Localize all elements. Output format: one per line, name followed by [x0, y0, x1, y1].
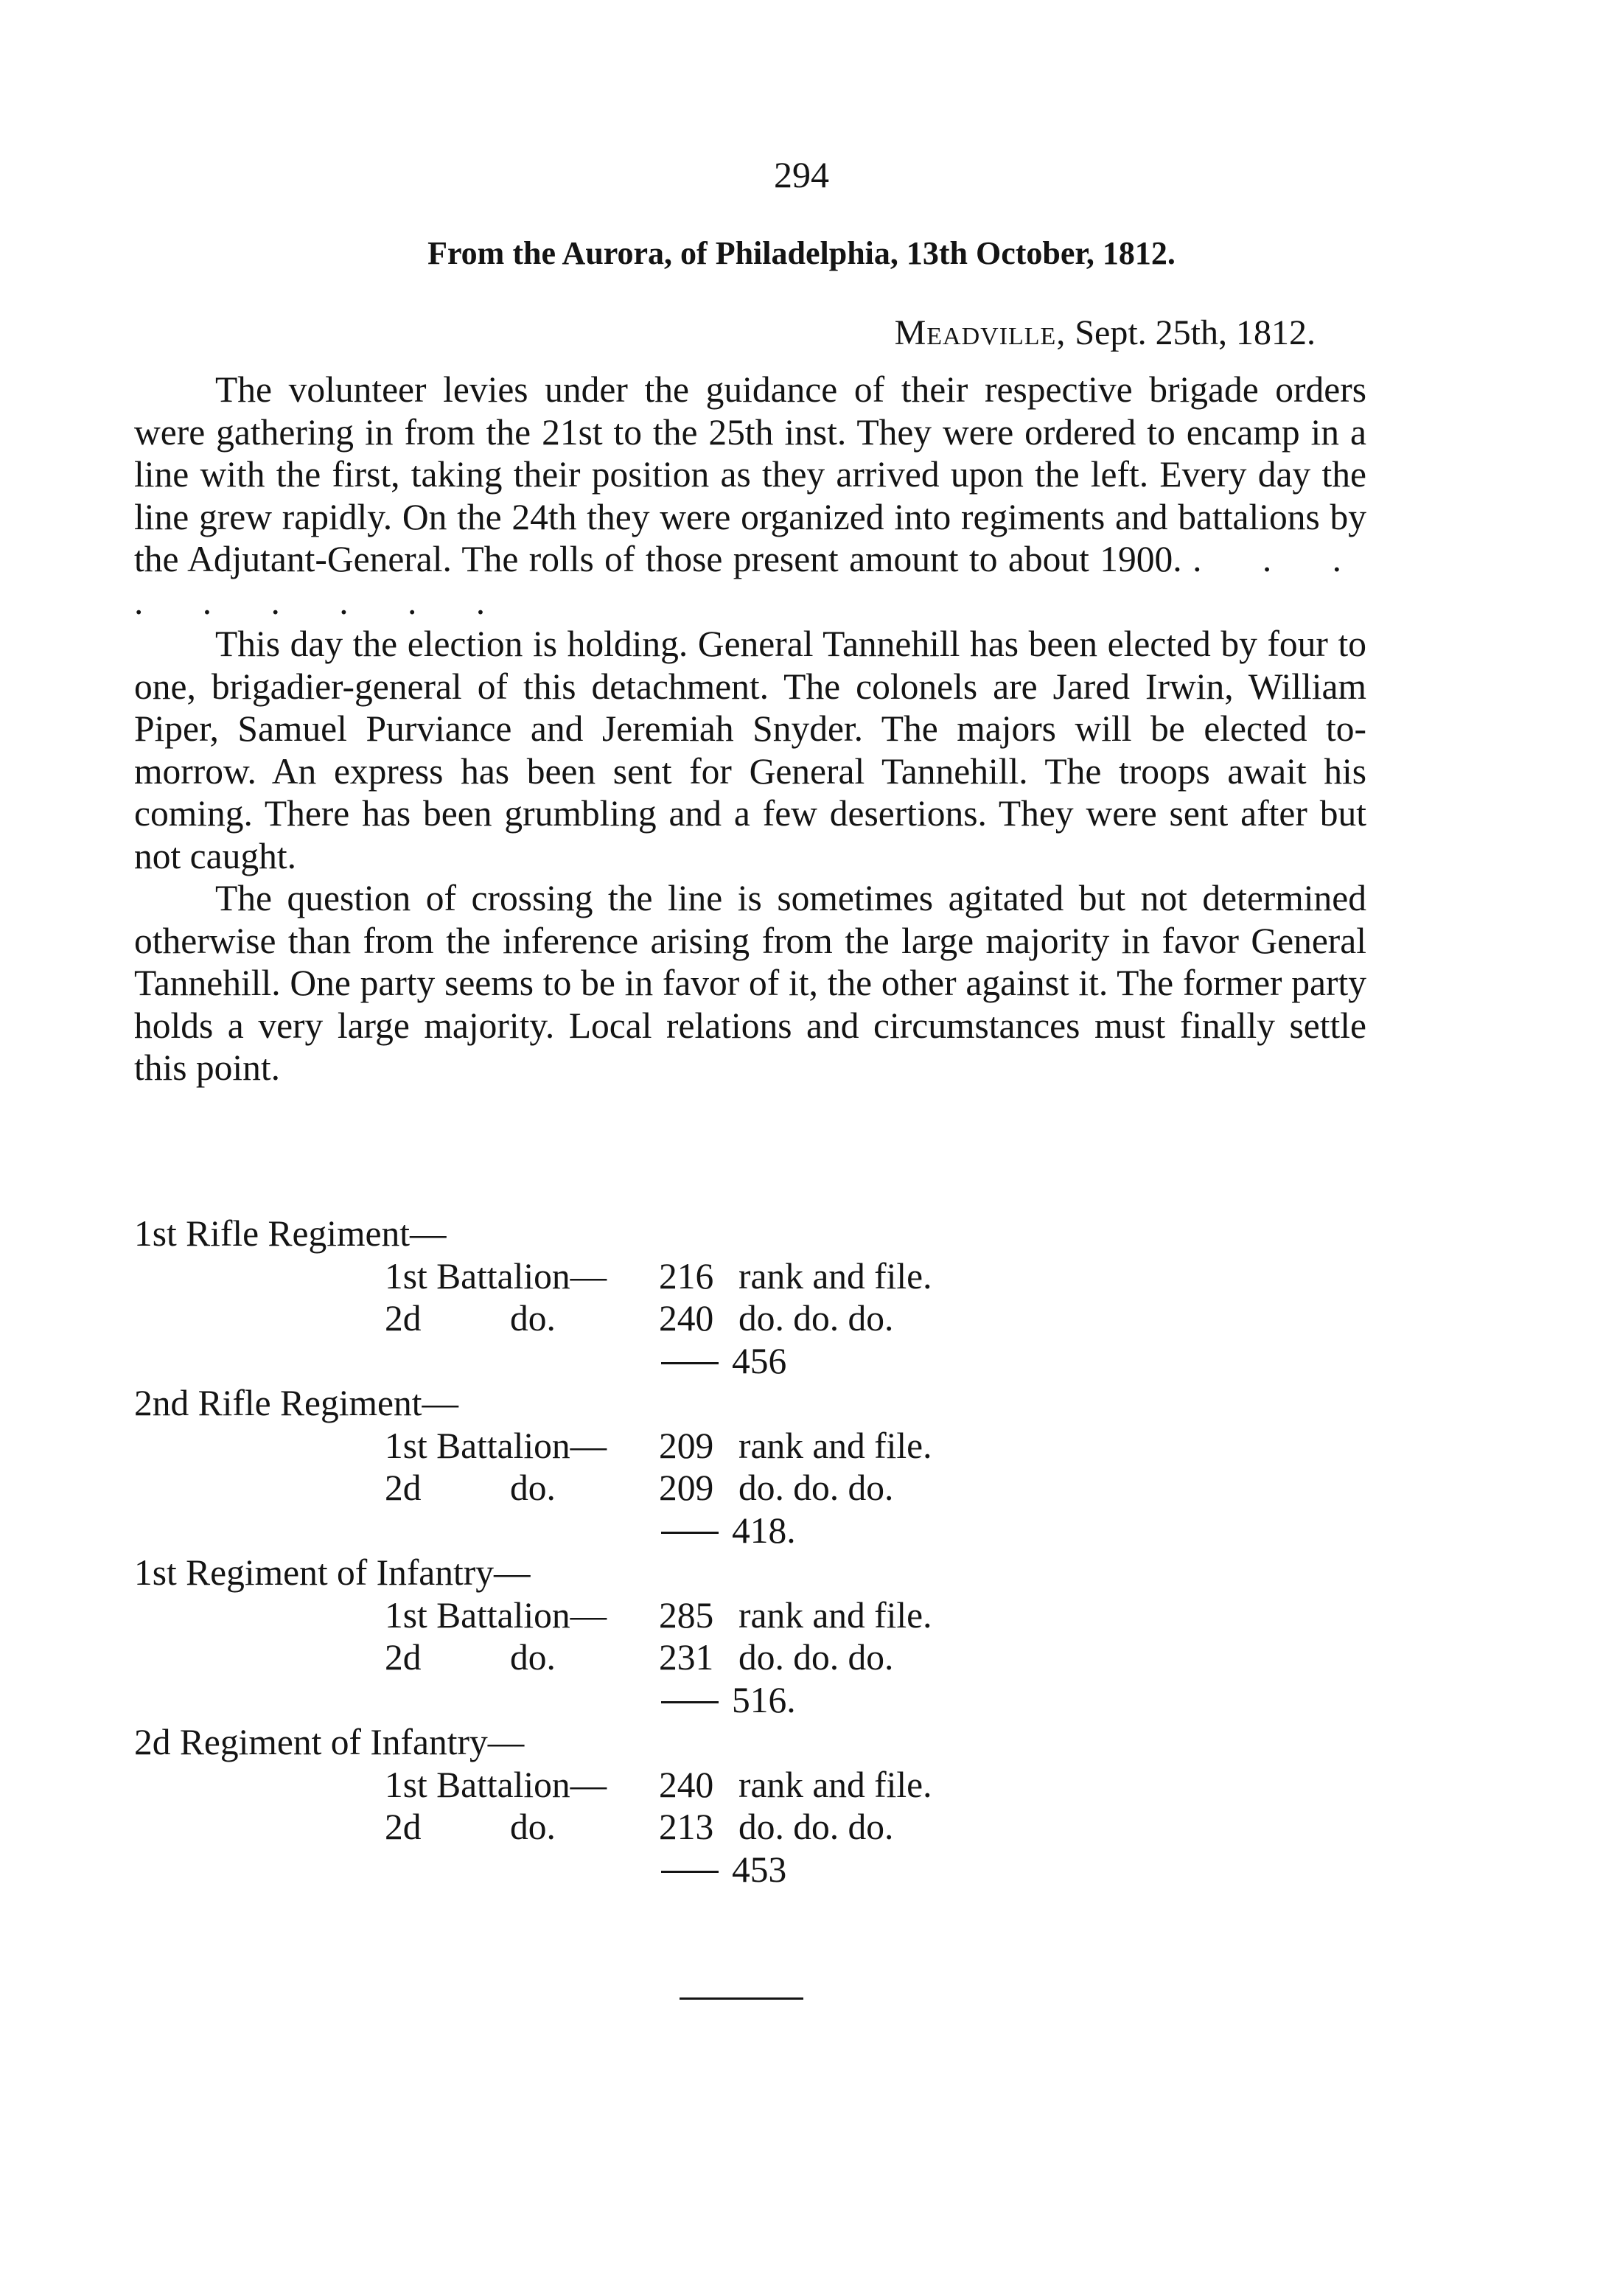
- regiment-total: 456: [732, 1340, 787, 1381]
- ditto-mark: do.: [510, 1468, 556, 1508]
- battalion-note: rank and file.: [738, 1255, 932, 1297]
- regiment-block: [134, 1721, 1166, 1891]
- total-rule: [661, 1362, 719, 1364]
- regiment-total: 418.: [732, 1510, 796, 1551]
- dateline-date: Sept. 25th, 1812.: [1066, 313, 1316, 352]
- battalion-row: [134, 1467, 1166, 1510]
- ellipsis: . . . . . . . . .: [134, 539, 1367, 622]
- total-rule: [661, 1701, 719, 1703]
- battalion-note: do. do. do.: [738, 1468, 894, 1508]
- ditto-mark: do.: [510, 1807, 556, 1847]
- battalion-row: [134, 1764, 1166, 1807]
- battalion-label: 1st Battalion—: [385, 1764, 607, 1805]
- regiment-total-row: [134, 1510, 1166, 1552]
- regiment-block: [134, 1552, 1166, 1721]
- battalion-row: [134, 1255, 1166, 1298]
- paragraph: This day the election is holding. General Tannehill has been elected by four to one, brigadier-general of this detachment. The colonels are Jared Irwin, William Piper, Samuel Purviance and Jeremiah Snyder. The majors will be elected to-morrow. An express has been sent for General Tannehill. The troops await his coming. There has been grumbling and a few desertions. They were sent after but not caught.: [134, 624, 1366, 876]
- regiment-roster: [134, 1212, 1166, 1891]
- battalion-label: 2d: [385, 1807, 422, 1847]
- battalion-count: 240: [659, 1764, 714, 1805]
- battalion-count: 285: [659, 1594, 714, 1636]
- paragraph: The volunteer levies under the guidance of their respective brigade orders were gathering in from the 21st to the 25th inst. They were ordered to encamp in a line with the first, taking their position as they arrived upon the left. Every day the line grew rapidly. On the 24th they were organized into regiments and battalions by the Adjutant-General. The rolls of those present amount to about 1900. . . . . . . . . .: [134, 369, 1367, 622]
- regiment-total-row: [134, 1679, 1166, 1722]
- battalion-row: [134, 1297, 1166, 1340]
- battalion-label: 2d: [385, 1298, 422, 1339]
- regiment-title: 1st Regiment of Infantry—: [134, 1552, 531, 1593]
- battalion-count: 216: [659, 1255, 714, 1297]
- battalion-note: do. do. do.: [738, 1298, 894, 1339]
- regiment-title: 2d Regiment of Infantry—: [134, 1722, 525, 1762]
- battalion-note: do. do. do.: [738, 1637, 894, 1678]
- regiment-total: 453: [732, 1849, 787, 1890]
- regiment-total: 516.: [732, 1679, 796, 1720]
- battalion-label: 1st Battalion—: [385, 1594, 607, 1636]
- battalion-count: 240: [659, 1298, 714, 1339]
- regiment-total-row: [134, 1340, 1166, 1383]
- battalion-note: rank and file.: [738, 1764, 932, 1805]
- battalion-row: [134, 1425, 1166, 1468]
- page-number: 294: [774, 154, 829, 195]
- ditto-mark: do.: [510, 1298, 556, 1339]
- regiment-total-row: [134, 1849, 1166, 1891]
- total-rule: [661, 1532, 719, 1534]
- paragraph: The question of crossing the line is sometimes agitated but not determined otherwise than from the inference arising from the large majority in favor General Tannehill. One party seems to be in favor of it, the other against it. The former party holds a very large majority. Local relations and circumstances must finally settle this point.: [134, 878, 1366, 1088]
- letter-body: [134, 369, 1366, 1089]
- battalion-row: [134, 1806, 1166, 1849]
- battalion-row: [134, 1594, 1166, 1637]
- battalion-note: rank and file.: [738, 1594, 932, 1636]
- battalion-label: 1st Battalion—: [385, 1425, 607, 1466]
- battalion-count: 231: [659, 1637, 714, 1678]
- ditto-mark: do.: [510, 1637, 556, 1678]
- battalion-count: 209: [659, 1468, 714, 1508]
- regiment-title: 2nd Rifle Regiment—: [134, 1383, 458, 1423]
- battalion-count: 209: [659, 1425, 714, 1466]
- regiment-title: 1st Rifle Regiment—: [134, 1213, 447, 1254]
- battalion-label: 2d: [385, 1637, 422, 1678]
- battalion-count: 213: [659, 1807, 714, 1847]
- regiment-block: [134, 1382, 1166, 1552]
- regiment-block: [134, 1212, 1166, 1382]
- battalion-label: 2d: [385, 1468, 422, 1508]
- section-end-rule: [680, 1997, 803, 2000]
- dateline: [895, 313, 1316, 353]
- battalion-note: rank and file.: [738, 1425, 932, 1466]
- battalion-note: do. do. do.: [738, 1807, 894, 1847]
- total-rule: [661, 1871, 719, 1873]
- battalion-label: 1st Battalion—: [385, 1255, 607, 1297]
- source-heading: From the Aurora, of Philadelphia, 13th October, 1812.: [427, 235, 1176, 271]
- battalion-row: [134, 1636, 1166, 1679]
- dateline-place: Meadville,: [894, 313, 1066, 352]
